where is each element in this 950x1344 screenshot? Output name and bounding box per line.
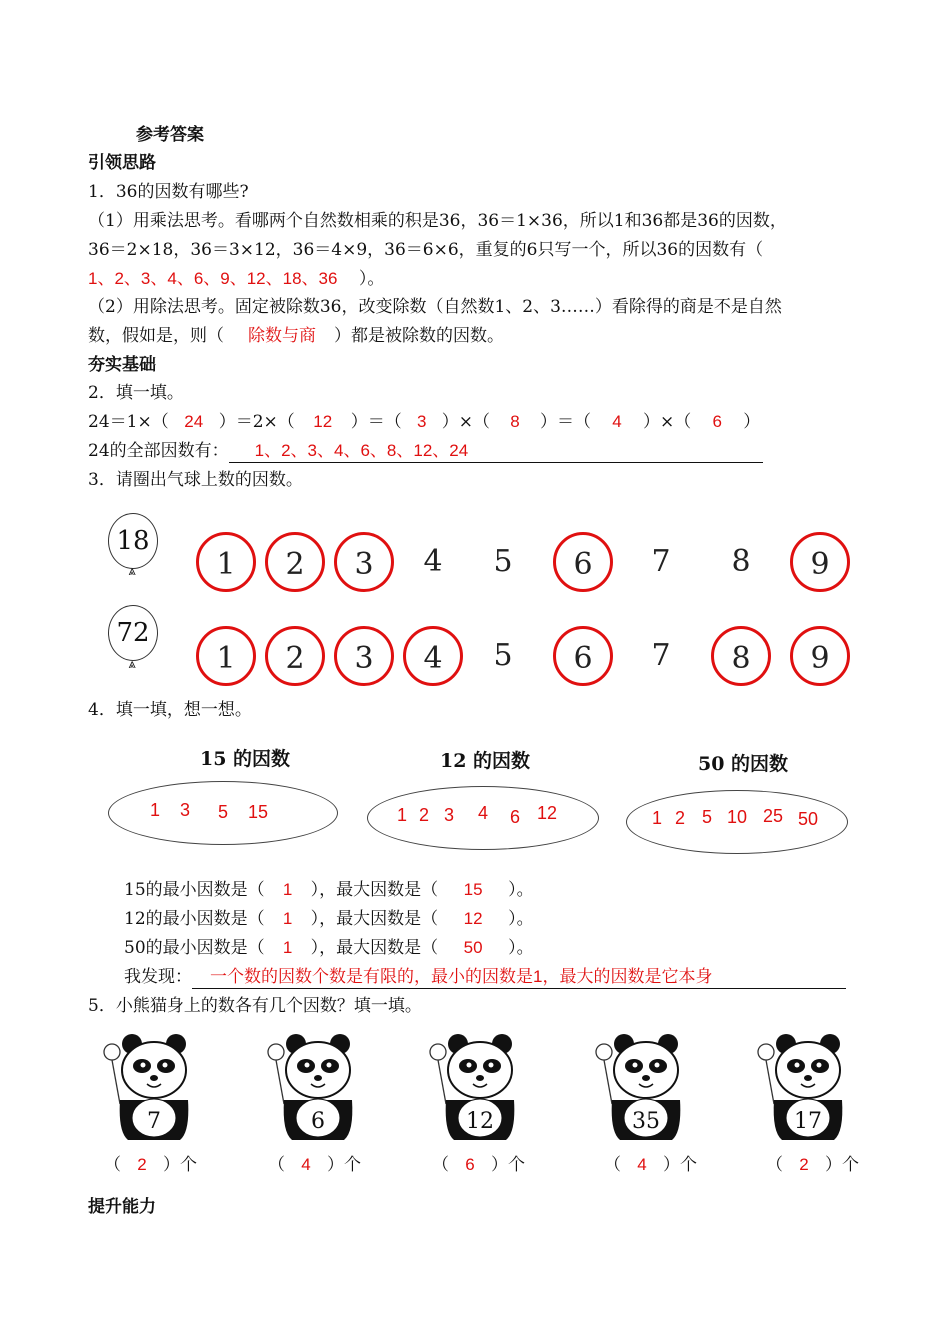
oval-title-15: 15 的因数 [200, 748, 291, 770]
circled-number: 6 [553, 626, 613, 686]
panda-factor-count: 6 [465, 1155, 475, 1174]
panda-icon [98, 1032, 198, 1144]
q2-heading: 2．填一填。 [88, 383, 184, 403]
number: 8 [731, 544, 751, 579]
panda-icon [590, 1032, 690, 1144]
q3-heading: 3．请圈出气球上数的因数。 [88, 470, 303, 490]
panda-figure [262, 1032, 362, 1144]
oval-number: 15 [248, 802, 269, 822]
number: 4 [423, 544, 443, 579]
panda-figure [98, 1032, 198, 1144]
q1-answer-divisor-quotient: 除数与商 [248, 326, 316, 345]
q1-para1-line2: 36＝2×18，36＝3×12，36＝4×9，36＝6×6，重复的6只写一个，所以36的因数有（ [88, 240, 764, 260]
panda-number: 35 [632, 1109, 660, 1134]
page-title: 参考答案 [136, 125, 204, 145]
q4-max-15: 15 [463, 880, 483, 899]
oval-number: 5 [218, 802, 229, 822]
panda-number: 12 [466, 1109, 494, 1134]
panda-figure [752, 1032, 852, 1144]
circled-number: 2 [265, 532, 325, 592]
circled-number: 1 [196, 626, 256, 686]
q3-row-18 [190, 532, 860, 602]
panda-figure [424, 1032, 524, 1144]
q1-para2-line2: 数，假如是，则（ 除数与商 ）都是被除数的因数。 [88, 326, 504, 346]
oval-number: 1 [150, 800, 161, 820]
number: 5 [493, 638, 513, 673]
panda-number: 6 [311, 1109, 325, 1134]
oval-number: 1 [397, 805, 408, 825]
oval-number: 6 [510, 807, 521, 827]
section-heading-basics: 夯实基础 [88, 355, 156, 375]
circled-number: 3 [334, 532, 394, 592]
panda-factor-count: 2 [799, 1155, 809, 1174]
q1-para1-line1: （1）用乘法思考。看哪两个自然数相乘的积是36，36＝1×36，所以1和36都是36的因数， [88, 211, 787, 231]
oval-number: 4 [478, 803, 489, 823]
panda-icon [752, 1032, 852, 1144]
number: 5 [493, 544, 513, 579]
number: 7 [651, 544, 671, 579]
oval-number: 12 [537, 803, 558, 823]
circled-number: 9 [790, 532, 850, 592]
oval-number: 2 [675, 808, 686, 828]
q4-discover-answer: 一个数的因数个数是有限的，最小的因数是1，最大的因数是它本身 [210, 967, 713, 986]
q2-equation: 24＝1×（ 24 ）＝2×（ 12 ）＝（ 3 ）×（ 8 ）＝（ 4 ）×（ 6 ） [88, 412, 761, 432]
q4-line-12: 12的最小因数是（ 1 ），最大因数是（ 12 ）。 [124, 909, 534, 929]
q4-line-15: 15的最小因数是（ 1 ），最大因数是（ 15 ）。 [124, 880, 534, 900]
q2-blank-2: 12 [313, 412, 333, 431]
panda-number: 7 [147, 1109, 161, 1134]
oval-title-50: 50 的因数 [698, 753, 789, 775]
q2-blank-5: 4 [612, 412, 622, 431]
circled-number: 1 [196, 532, 256, 592]
q1-para1-line3: 1、2、3、4、6、9、12、18、36 ）。 [88, 269, 385, 289]
panda-figure [590, 1032, 690, 1144]
panda-answer: （ 6 ）个 [432, 1155, 525, 1175]
oval-number: 50 [798, 809, 819, 829]
balloon-72: 72 [108, 605, 158, 661]
oval-number: 3 [444, 805, 455, 825]
panda-factor-count: 4 [637, 1155, 647, 1174]
q2-all-factors-answer: 1、2、3、4、6、8、12、24 [254, 441, 469, 460]
section-heading-improve: 提升能力 [88, 1197, 156, 1217]
q1-heading: 1．36的因数有哪些? [88, 182, 249, 202]
oval-number: 10 [727, 807, 748, 827]
balloon-knot-icon: ⩓ [128, 564, 136, 579]
q2-blank-6: 6 [712, 412, 722, 431]
panda-answer: （ 2 ）个 [104, 1155, 197, 1175]
q4-min-15: 1 [282, 880, 293, 899]
number: 7 [651, 638, 671, 673]
panda-icon [424, 1032, 524, 1144]
circled-number: 3 [334, 626, 394, 686]
q3-row-72 [190, 626, 860, 696]
circled-number: 8 [711, 626, 771, 686]
q1-answer-factors: 1、2、3、4、6、9、12、18、36 [88, 269, 338, 288]
circled-number: 6 [553, 532, 613, 592]
q2-blank-3: 3 [417, 412, 427, 431]
q4-min-12: 1 [282, 909, 293, 928]
circled-number: 9 [790, 626, 850, 686]
q4-discover: 我发现： 一个数的因数个数是有限的，最小的因数是1，最大的因数是它本身 [124, 966, 846, 989]
oval-number: 25 [763, 806, 784, 826]
panda-answer: （ 2 ）个 [766, 1155, 859, 1175]
oval-number: 5 [702, 807, 713, 827]
oval-number: 3 [180, 800, 191, 820]
q4-max-12: 12 [463, 909, 483, 928]
q2-blank-1: 24 [184, 412, 204, 431]
balloon-knot-icon: ⩓ [128, 657, 136, 672]
q5-heading: 5．小熊猫身上的数各有几个因数？填一填。 [88, 996, 422, 1016]
q4-min-50: 1 [282, 938, 293, 957]
q4-heading: 4．填一填，想一想。 [88, 700, 252, 720]
q4-line-50: 50的最小因数是（ 1 ），最大因数是（ 50 ）。 [124, 938, 534, 958]
q1-para2-line1: （2）用除法思考。固定被除数36，改变除数（自然数1、2、3……）看除得的商是不是自然 [88, 297, 782, 317]
oval-title-12: 12 的因数 [440, 750, 531, 772]
panda-answer: （ 4 ）个 [268, 1155, 361, 1175]
circled-number: 4 [403, 626, 463, 686]
q2-blank-4: 8 [510, 412, 520, 431]
oval-number: 1 [652, 808, 663, 828]
panda-icon [262, 1032, 362, 1144]
circled-number: 2 [265, 626, 325, 686]
q2-all-factors: 24的全部因数有： 1、2、3、4、6、8、12、24 [88, 440, 763, 463]
panda-answer: （ 4 ）个 [604, 1155, 697, 1175]
panda-factor-count: 2 [137, 1155, 147, 1174]
q4-max-50: 50 [463, 938, 483, 957]
panda-number: 17 [794, 1109, 822, 1134]
balloon-18: 18 [108, 513, 158, 569]
panda-factor-count: 4 [301, 1155, 311, 1174]
section-heading-guide: 引领思路 [88, 153, 156, 173]
oval-number: 2 [419, 805, 430, 825]
